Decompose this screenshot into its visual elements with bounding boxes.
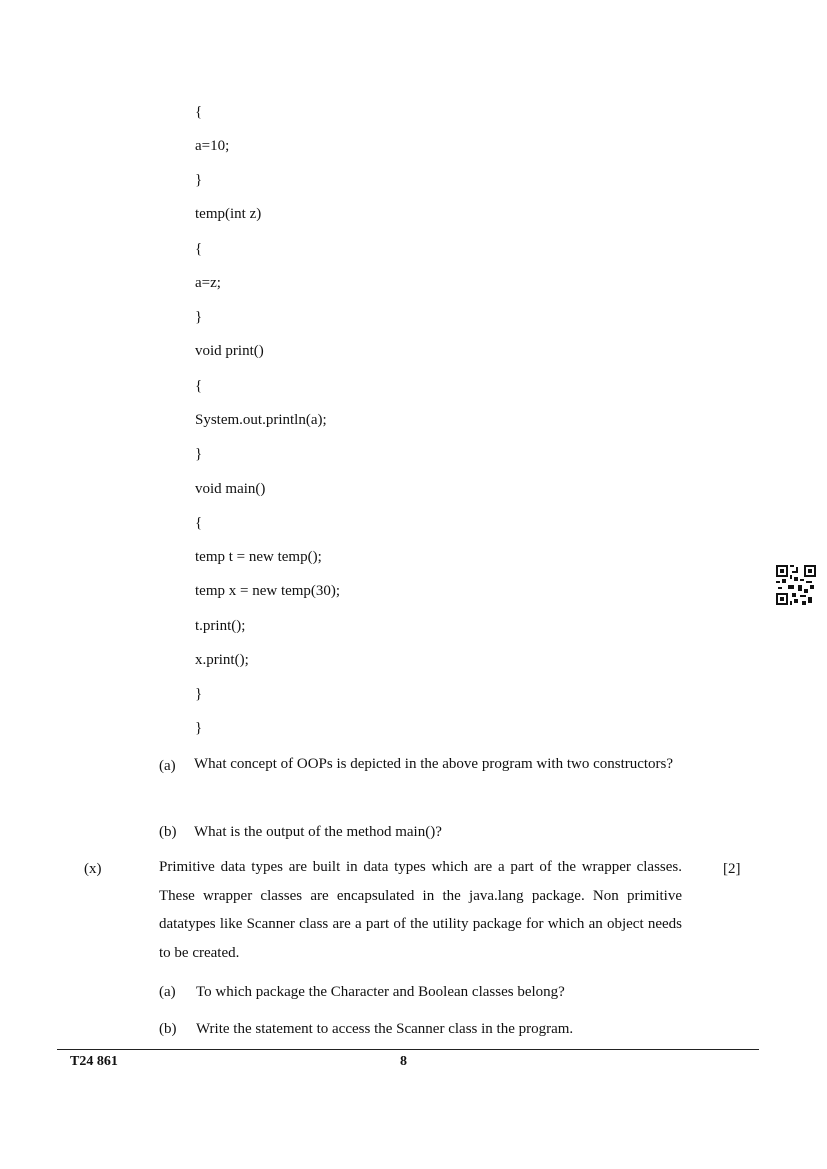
footer-divider [57, 1049, 759, 1050]
question-ix-a-label: (a) [159, 758, 176, 774]
paper-code: T24 861 [70, 1054, 118, 1069]
code-line: } [195, 172, 203, 188]
code-line: { [195, 104, 203, 120]
question-x-marks: [2] [723, 861, 741, 877]
code-line: a=10; [195, 138, 230, 154]
code-line: System.out.println(a); [195, 412, 327, 428]
code-line: x.print(); [195, 652, 249, 668]
code-line: { [195, 515, 203, 531]
code-line: temp t = new temp(); [195, 549, 322, 565]
page-number: 8 [400, 1054, 407, 1069]
code-line: { [195, 378, 203, 394]
question-ix-a-text: What concept of OOPs is depicted in the above program with two constructors? [194, 756, 674, 772]
code-line: t.print(); [195, 618, 246, 634]
code-line: temp(int z) [195, 206, 262, 222]
qr-code-icon [776, 565, 816, 605]
code-line: } [195, 686, 203, 702]
question-x-a-label: (a) [159, 984, 176, 1000]
question-x-b-text: Write the statement to access the Scanner class in the program. [196, 1021, 574, 1037]
code-line: } [195, 309, 203, 325]
code-line: } [195, 720, 203, 736]
question-x-label: (x) [84, 861, 102, 877]
code-line: } [195, 446, 203, 462]
code-line: a=z; [195, 275, 221, 291]
code-line: { [195, 241, 203, 257]
question-x-b-label: (b) [159, 1021, 177, 1037]
question-x-a-text: To which package the Character and Boolean classes belong? [196, 984, 565, 1000]
code-line: temp x = new temp(30); [195, 583, 341, 599]
question-ix-b-label: (b) [159, 824, 177, 840]
question-ix-b-text: What is the output of the method main()? [194, 824, 442, 840]
code-line: void main() [195, 481, 266, 497]
code-line: void print() [195, 343, 264, 359]
question-x-text: Primitive data types are built in data types which are a part of the wrapper classes. These wrapper classes are encapsulated in the java.lang package. Non primitive datatypes like Scanner class are a part of the utility package for which an object needs to be created. [159, 859, 682, 961]
